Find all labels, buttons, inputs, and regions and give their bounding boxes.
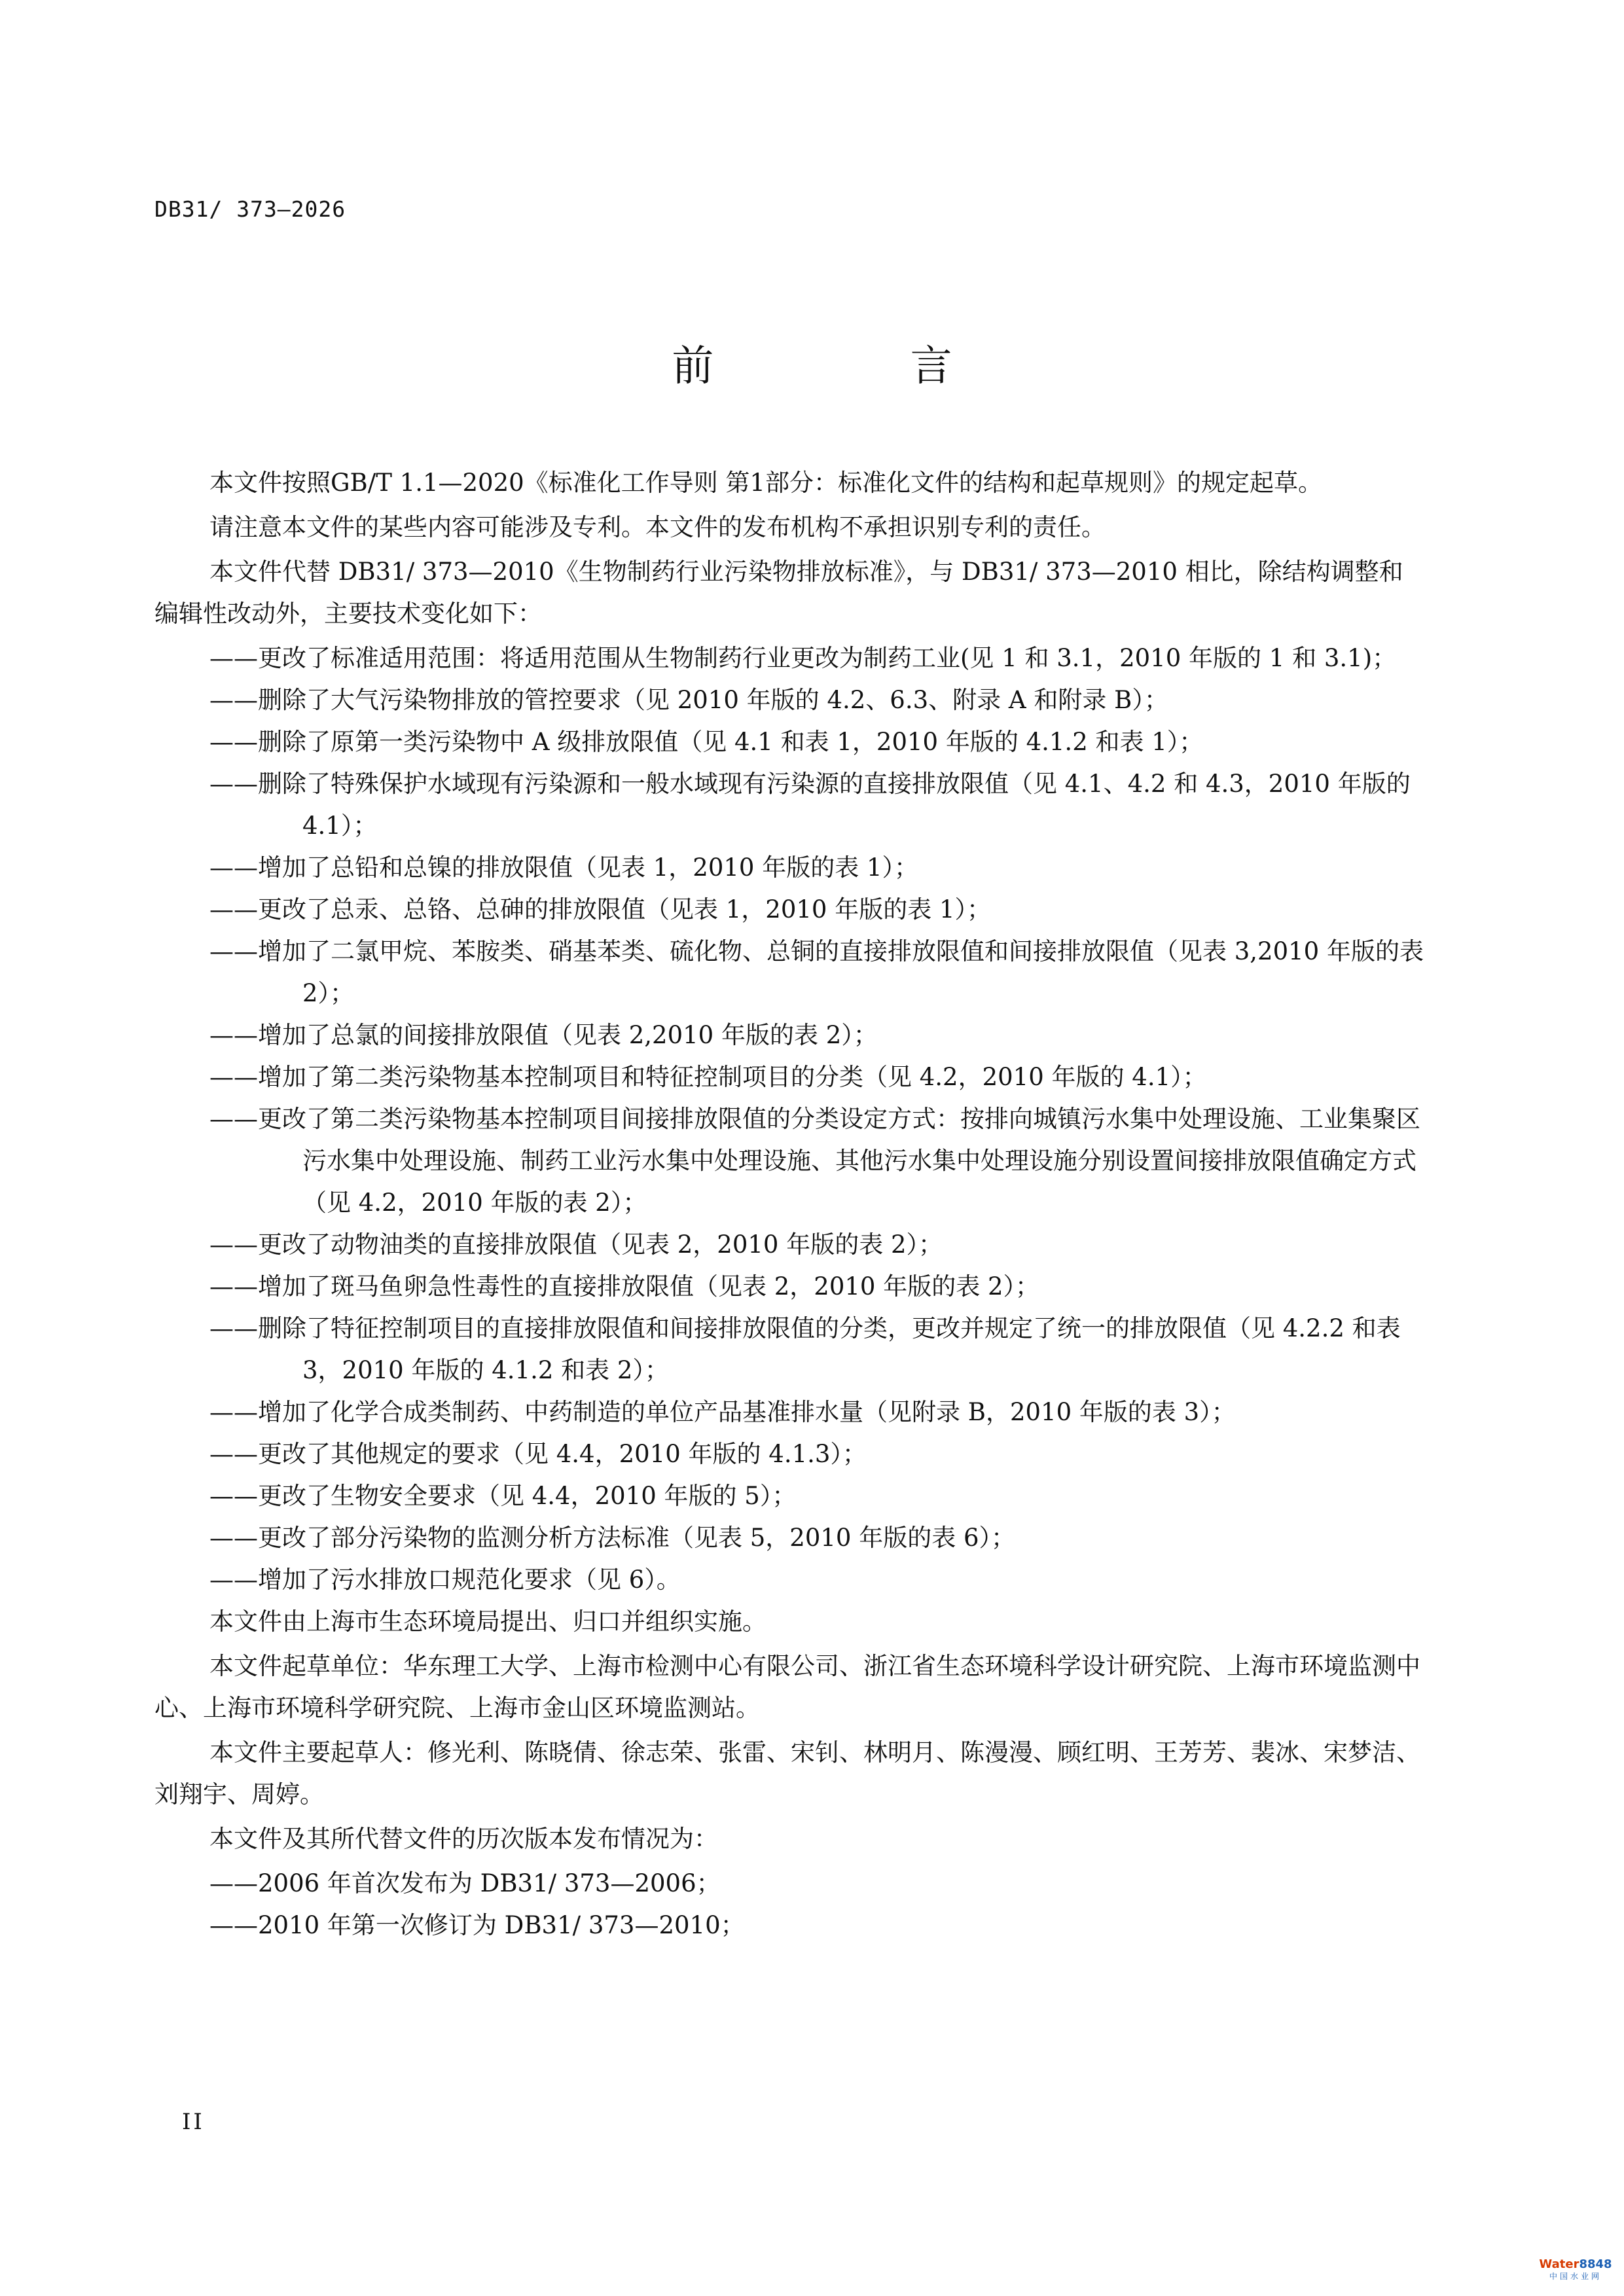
proposer-paragraph: 本文件由上海市生态环境局提出、归口并组织实施。: [209, 1607, 767, 1636]
list-item: —— 增加了总氯的间接排放限值（见表 2,2010 年版的表 2）；: [209, 1014, 1426, 1056]
list-item: —— 2006 年首次发布为 DB31/ 373—2006；: [209, 1863, 1426, 1905]
list-item: —— 更改了标准适用范围：将适用范围从生物制药行业更改为制药工业(见 1 和 3.1，2010 年版的 1 和 3.1)；: [209, 637, 1426, 679]
drafting-units-paragraph: 本文件起草单位：华东理工大学、上海市检测中心有限公司、浙江省生态环境科学设计研究院、上海市环境监测中心、上海市环境科学研究院、上海市金山区环境监测站。: [154, 1652, 1420, 1722]
page-number: II: [182, 2109, 205, 2135]
list-item: —— 增加了污水排放口规范化要求（见 6）。: [209, 1559, 1426, 1601]
list-item: —— 更改了动物油类的直接排放限值（见表 2，2010 年版的表 2）；: [209, 1224, 1426, 1266]
list-item: —— 更改了总汞、总铬、总砷的排放限值（见表 1，2010 年版的表 1）；: [209, 889, 1426, 931]
watermark-logo: [1536, 2258, 1615, 2284]
list-item: —— 2010 年第一次修订为 DB31/ 373—2010；: [209, 1905, 1426, 1946]
list-item: —— 更改了部分污染物的监测分析方法标准（见表 5，2010 年版的表 6）；: [209, 1517, 1426, 1559]
history-paragraph: 本文件及其所代替文件的历次版本发布情况为：: [209, 1825, 718, 1853]
document-code: DB31/ 373—2026: [154, 196, 346, 222]
list-item: —— 增加了总铅和总镍的排放限值（见表 1，2010 年版的表 1）；: [209, 847, 1426, 889]
list-item: —— 更改了第二类污染物基本控制项目间接排放限值的分类设定方式：按排向城镇污水集中处理设施、工业集聚区污水集中处理设施、制药工业污水集中处理设施、其他污水集中处理设施分别设置间接排放限值确定方式（见 4.2，2010 年版的表 2）；: [209, 1098, 1426, 1224]
drafters-paragraph: 本文件主要起草人：修光利、陈晓倩、徐志荣、张雷、宋钊、林明月、陈漫漫、顾红明、王芳芳、裴冰、宋梦洁、刘翔宇、周婷。: [154, 1738, 1420, 1808]
list-item: —— 删除了大气污染物排放的管控要求（见 2010 年版的 4.2、6.3、附录 A 和附录 B）；: [209, 679, 1426, 721]
list-item: —— 更改了其他规定的要求（见 4.4，2010 年版的 4.1.3）；: [209, 1433, 1426, 1475]
technical-changes-list: [154, 637, 1426, 1601]
document-body: [154, 462, 1426, 1946]
list-item: —— 增加了化学合成类制药、中药制造的单位产品基准排水量（见附录 B，2010 年版的表 3）；: [209, 1391, 1426, 1433]
list-item: —— 删除了原第一类污染物中 A 级排放限值（见 4.1 和表 1，2010 年版的 4.1.2 和表 1）；: [209, 721, 1426, 763]
list-item: —— 增加了二氯甲烷、苯胺类、硝基苯类、硫化物、总铜的直接排放限值和间接排放限值（见表 3,2010 年版的表 2）；: [209, 931, 1426, 1014]
intro-paragraph-1: 本文件按照GB/T 1.1—2020《标准化工作导则 第1部分：标准化文件的结构和起草规则》的规定起草。: [209, 469, 1322, 497]
list-item: —— 增加了斑马鱼卵急性毒性的直接排放限值（见表 2，2010 年版的表 2）；: [209, 1266, 1426, 1308]
list-item: —— 删除了特征控制项目的直接排放限值和间接排放限值的分类，更改并规定了统一的排放限值（见 4.2.2 和表 3，2010 年版的 4.1.2 和表 2）；: [209, 1308, 1426, 1391]
version-history-list: [154, 1863, 1426, 1946]
intro-paragraph-2: 请注意本文件的某些内容可能涉及专利。本文件的发布机构不承担识别专利的责任。: [209, 513, 1106, 541]
intro-paragraph-3: 本文件代替 DB31/ 373—2010《生物制药行业污染物排放标准》，与 DB31/ 373—2010 相比，除结构调整和编辑性改动外，主要技术变化如下：: [154, 558, 1403, 628]
list-item: —— 增加了第二类污染物基本控制项目和特征控制项目的分类（见 4.2，2010 年版的 4.1）；: [209, 1056, 1426, 1098]
list-item: —— 更改了生物安全要求（见 4.4，2010 年版的 5）；: [209, 1475, 1426, 1517]
list-item: —— 删除了特殊保护水域现有污染源和一般水域现有污染源的直接排放限值（见 4.1、4.2 和 4.3，2010 年版的 4.1）；: [209, 763, 1426, 847]
watermark-text-b: 8848: [1579, 2257, 1612, 2271]
watermark-text-a: Water: [1539, 2257, 1579, 2271]
watermark-subtext: 中国水业网: [1549, 2272, 1602, 2281]
page-title: 前 言: [672, 342, 1044, 391]
